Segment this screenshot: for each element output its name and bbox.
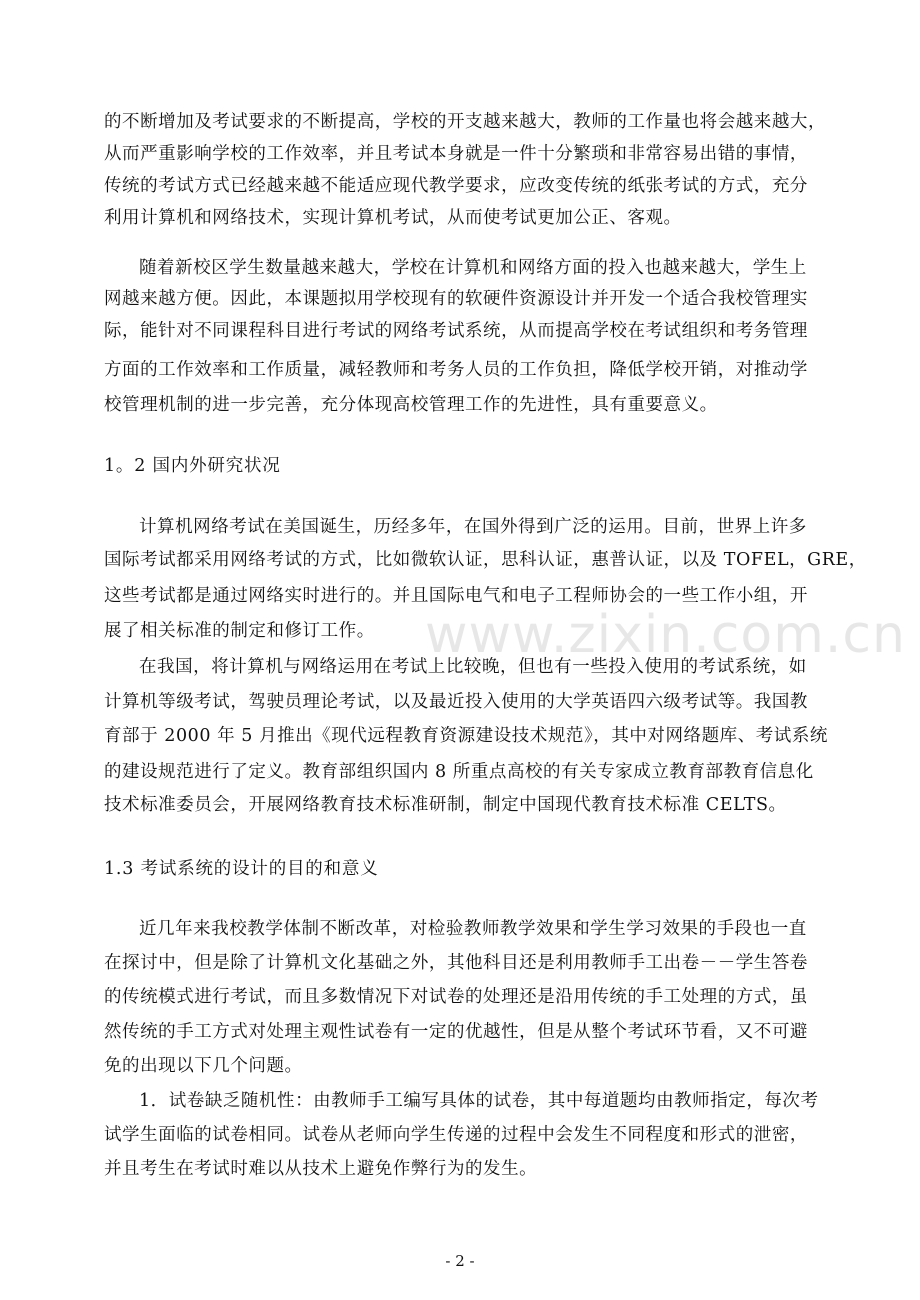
- text-line: 计算机等级考试，驾驶员理论考试，以及最近投入使用的大学英语四六级考试等。我国教: [104, 692, 808, 712]
- text-line: 国际考试都采用网络考试的方式，比如微软认证，思科认证，惠普认证，以及 TOFEL，GRE，: [104, 550, 867, 570]
- list-item-line: 并且考生在考试时难以从技术上避免作弊行为的发生。: [104, 1159, 538, 1179]
- text-line: 计算机网络考试在美国诞生，历经多年，在国外得到广泛的运用。目前，世界上许多: [139, 517, 807, 537]
- text-line: 的传统模式进行考试，而且多数情况下对试卷的处理还是沿用传统的手工处理的方式，虽: [104, 987, 808, 1007]
- text-line: 际，能针对不同课程科目进行考试的网络考试系统，从而提高学校在考试组织和考务管理: [104, 321, 808, 341]
- text-line: 这些考试都是通过网络实时进行的。并且国际电气和电子工程师协会的一些工作小组，开: [104, 586, 808, 606]
- text-line: 近几年来我校教学体制不断改革，对检验教师教学效果和学生学习效果的手段也一直: [139, 919, 807, 939]
- text-line: 方面的工作效率和工作质量，减轻教师和考务人员的工作负担，降低学校开销，对推动学: [104, 360, 808, 380]
- text-line: 展了相关标准的制定和修订工作。: [104, 621, 375, 641]
- text-line: 育部于 2000 年 5 月推出《现代远程教育资源建设技术规范》，其中对网络题库、考试系统: [104, 726, 828, 746]
- text-line: 利用计算机和网络技术，实现计算机考试，从而使考试更加公正、客观。: [104, 208, 682, 228]
- watermark: www.zixin.com.cn: [425, 605, 906, 665]
- text-line: 从而严重影响学校的工作效率，并且考试本身就是一件十分繁琐和非常容易出错的事情，: [104, 144, 808, 164]
- list-item-line: 试学生面临的试卷相同。试卷从老师向学生传递的过程中会发生不同程度和形式的泄密，: [104, 1125, 808, 1145]
- text-line: 随着新校区学生数量越来越大，学校在计算机和网络方面的投入也越来越大，学生上: [139, 258, 807, 278]
- text-line: 在我国，将计算机与网络运用在考试上比较晚，但也有一些投入使用的考试系统，如: [139, 657, 807, 677]
- text-line: 技术标准委员会，开展网络教育技术标准研制，制定中国现代教育技术标准 CELTS。: [104, 795, 787, 815]
- text-line: 网越来越方便。因此，本课题拟用学校现有的软硬件资源设计并开发一个适合我校管理实: [104, 289, 808, 309]
- text-line: 在探讨中，但是除了计算机文化基础之外，其他科目还是利用教师手工出卷－－学生答卷: [104, 953, 808, 973]
- page-number: - 2 -: [445, 1252, 475, 1270]
- text-line: 校管理机制的进一步完善，充分体现高校管理工作的先进性，具有重要意义。: [104, 395, 718, 415]
- text-line: 传统的考试方式已经越来越不能适应现代教学要求，应改变传统的纸张考试的方式，充分: [104, 176, 808, 196]
- text-line: 然传统的手工方式对处理主观性试卷有一定的优越性，但是从整个考试环节看，又不可避: [104, 1022, 808, 1042]
- section-heading: 1.3 考试系统的设计的目的和意义: [104, 859, 379, 879]
- text-line: 的建设规范进行了定义。教育部组织国内 8 所重点高校的有关专家成立教育部教育信息化: [104, 762, 814, 782]
- list-item-line: 1．试卷缺乏随机性：由教师手工编写具体的试卷，其中每道题均由教师指定，每次考: [139, 1091, 819, 1111]
- text-line: 免的出现以下几个问题。: [104, 1056, 303, 1076]
- text-line: 的不断增加及考试要求的不断提高，学校的开支越来越大，教师的工作量也将会越来越大，: [104, 112, 826, 132]
- section-heading: 1。2 国内外研究状况: [104, 456, 281, 476]
